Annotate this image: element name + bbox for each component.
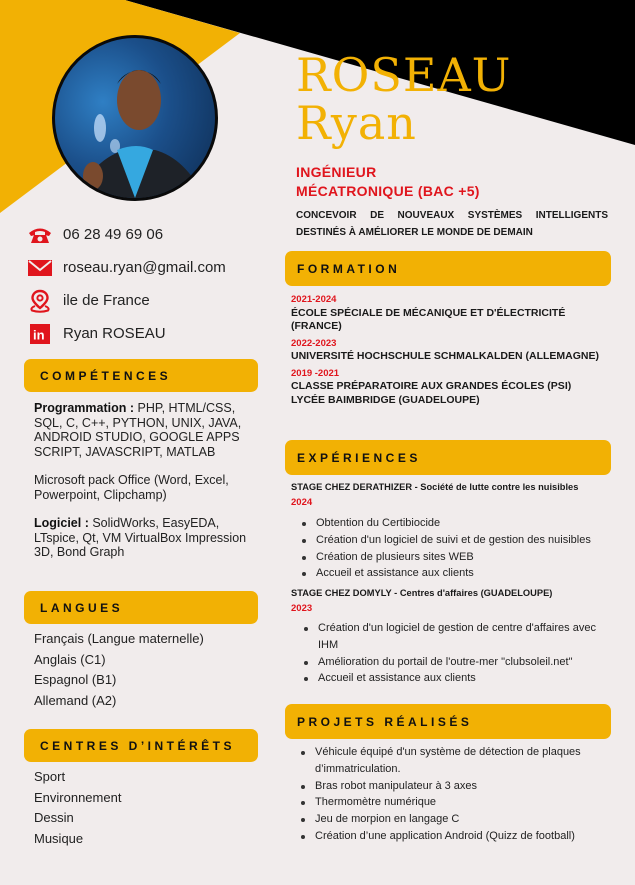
experience-bullet: Obtention du Certibiocide xyxy=(296,515,616,532)
skills-content xyxy=(34,401,262,560)
email-icon xyxy=(28,257,52,279)
phone-number[interactable]: 06 28 49 69 06 xyxy=(63,226,164,243)
interest-item: Musique xyxy=(34,830,84,846)
job-title-line-1: INGÉNIEUR xyxy=(296,164,377,180)
experience-bullet: Accueil et assistance aux clients xyxy=(296,565,616,582)
language-item: Espagnol (B1) xyxy=(34,672,117,687)
project-item: Jeu de morpion en langage C xyxy=(295,811,613,828)
contact-list xyxy=(28,218,226,350)
contact-linkedin xyxy=(28,317,226,350)
linkedin-name[interactable]: Ryan ROSEAU xyxy=(63,325,166,342)
language-item: Anglais (C1) xyxy=(34,651,106,667)
education-school: UNIVERSITÉ HOCHSCHULE SCHMALKALDEN (ALLEMAGNE) xyxy=(291,350,599,362)
contact-location xyxy=(28,284,226,317)
email-address[interactable]: roseau.ryan@gmail.com xyxy=(63,259,226,276)
skills-software xyxy=(34,516,262,560)
projects-list xyxy=(295,744,613,845)
location-text: ile de France xyxy=(63,292,150,309)
language-item: Français (Langue maternelle) xyxy=(34,631,204,646)
education-school: CLASSE PRÉPARATOIRE AUX GRANDES ÉCOLES (PSI) LYCÉE BAIMBRIDGE (GUADELOUPE) xyxy=(291,380,572,406)
section-header-experience: EXPÉRIENCES xyxy=(285,440,611,475)
candidate-name xyxy=(296,48,512,150)
job-title xyxy=(296,163,480,201)
section-header-education: FORMATION xyxy=(285,251,611,286)
languages-list xyxy=(34,631,204,713)
section-header-skills: COMPÉTENCES xyxy=(24,359,258,392)
skills-programming xyxy=(34,401,262,459)
experience-bullet: Amélioration du portail de l'outre-mer "clubsoleil.net" xyxy=(298,654,598,671)
location-icon xyxy=(28,290,52,312)
programming-text: PHP, HTML/CSS, SQL, C, C++, PYTHON, UNIX, JAVA, ANDROID STUDIO, GOOGLE APPS SCRIPT, JAVASCRIPT, MATLAB xyxy=(34,401,242,459)
software-text: SolidWorks, EasyEDA, LTspice, Qt, VM VirtualBox Impression 3D, Bond Graph xyxy=(34,516,247,559)
education-school: ÉCOLE SPÉCIALE DE MÉCANIQUE ET D'ÉLECTRICITÉ (FRANCE) xyxy=(291,306,566,332)
experience-bullets xyxy=(296,515,616,582)
contact-email xyxy=(28,251,226,284)
education-item xyxy=(291,293,611,334)
interests-list xyxy=(34,769,121,851)
svg-text:in: in xyxy=(33,327,45,342)
experience-bullet: Accueil et assistance aux clients xyxy=(298,670,598,687)
experience-title: STAGE CHEZ DERATHIZER - Société de lutte contre les nuisibles xyxy=(291,482,579,492)
section-header-projects: PROJETS RÉALISÉS xyxy=(285,704,611,739)
education-list xyxy=(291,293,611,410)
first-name: Ryan xyxy=(296,96,417,150)
project-item: Véhicule équipé d'un système de détection de plaques d’immatriculation. xyxy=(295,744,613,778)
phone-icon xyxy=(28,224,52,246)
section-header-interests: CENTRES D’INTÉRÊTS xyxy=(24,729,258,762)
project-item: Thermomètre numérique xyxy=(295,794,613,811)
experience-title: STAGE CHEZ DOMYLY - Centres d'affaires (GUADELOUPE) xyxy=(291,588,553,598)
education-item xyxy=(291,337,611,364)
profile-photo xyxy=(52,35,218,201)
linkedin-icon xyxy=(28,323,52,345)
skills-office: Microsoft pack Office (Word, Excel, Powerpoint, Clipchamp) xyxy=(34,473,229,502)
experience-bullets xyxy=(298,620,598,687)
programming-label: Programmation : xyxy=(34,401,135,415)
project-item: Création d’une application Android (Quizz de football) xyxy=(295,828,613,845)
education-item xyxy=(291,367,611,408)
last-name: ROSEAU xyxy=(296,48,512,102)
experience-year: 2024 xyxy=(291,497,313,508)
experience-year: 2023 xyxy=(291,603,313,614)
job-title-line-2: MÉCATRONIQUE (BAC +5) xyxy=(296,183,480,199)
experience-bullet: Création de plusieurs sites WEB xyxy=(296,549,616,566)
section-header-languages: LANGUES xyxy=(24,591,258,624)
software-label: Logiciel : xyxy=(34,516,89,530)
experience-bullet: Création d'un logiciel de gestion de centre d'affaires avec IHM xyxy=(298,620,598,654)
contact-phone xyxy=(28,218,226,251)
interest-item: Dessin xyxy=(34,810,74,825)
interest-item: Sport xyxy=(34,769,66,784)
tagline: CONCEVOIR DE NOUVEAUX SYSTÈMES INTELLIGENTS DESTINÉS À AMÉLIORER LE MONDE DE DEMAIN xyxy=(296,210,608,238)
interest-item: Environnement xyxy=(34,789,122,805)
experience-bullet: Création d'un logiciel de suivi et de gestion des nuisibles xyxy=(296,532,616,549)
education-years: 2022-2023 xyxy=(291,337,337,349)
education-years: 2019 -2021 xyxy=(291,367,340,379)
education-years: 2021-2024 xyxy=(291,294,337,305)
language-item: Allemand (A2) xyxy=(34,692,117,708)
project-item: Bras robot manipulateur à 3 axes xyxy=(295,778,613,795)
